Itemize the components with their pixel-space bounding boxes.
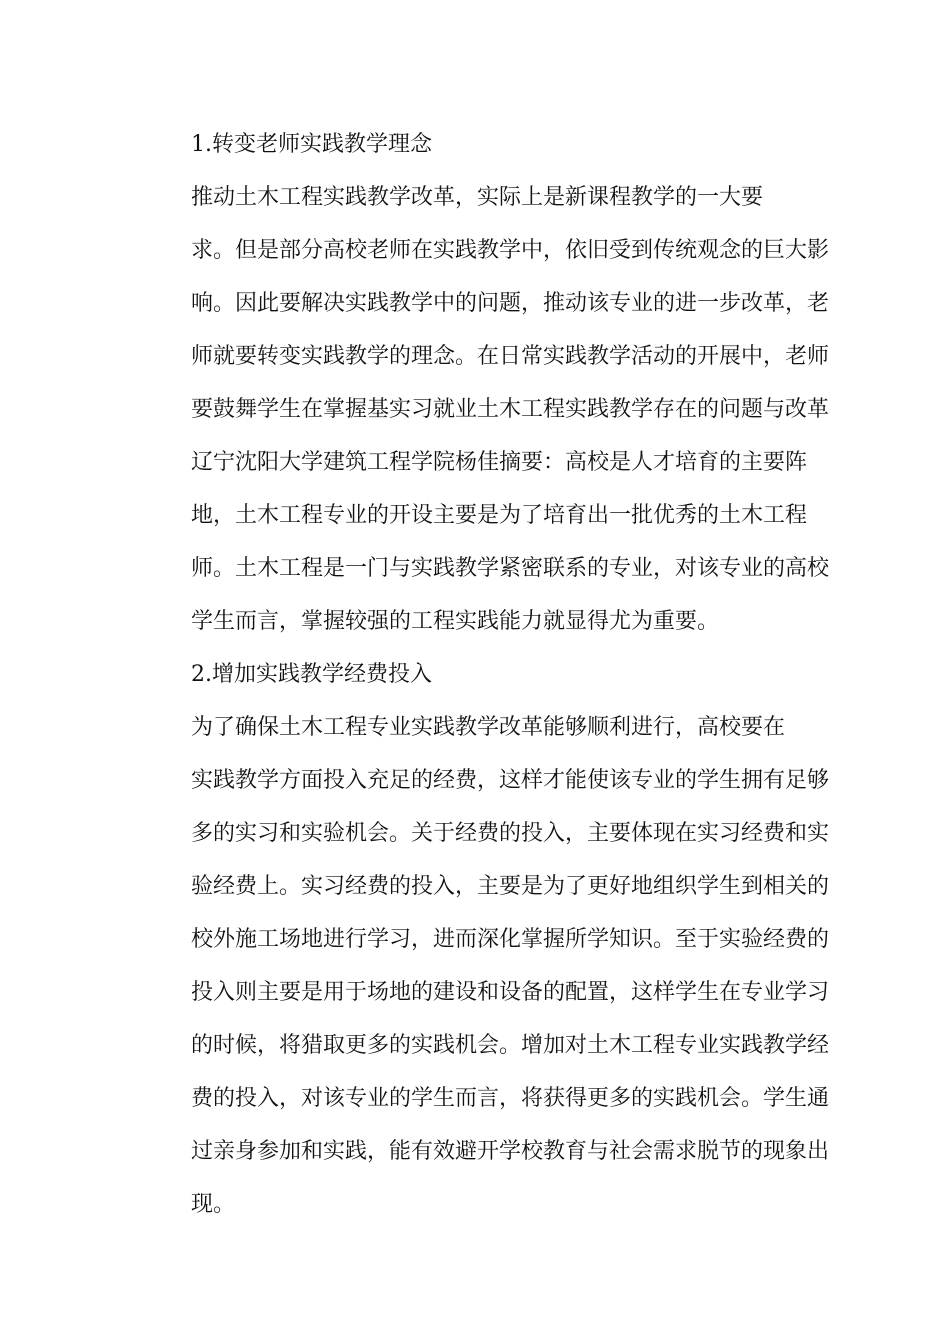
text-line: 学生而言，掌握较强的工程实践能力就显得尤为重要。 (191, 609, 720, 634)
text-line: 过亲身参加和实践，能有效避开学校教育与社会需求脱节的现象出 (191, 1139, 830, 1164)
section-heading: 1.转变老师实践教学理念 (191, 132, 432, 157)
text-line: 实践教学方面投入充足的经费，这样才能使该专业的学生拥有足够 (191, 768, 830, 793)
paragraph (147, 171, 830, 648)
text-line: 地，土木工程专业的开设主要是为了培育出一批优秀的土木工程 (191, 503, 808, 528)
text-line: 校外施工场地进行学习，进而深化掌握所学知识。至于实验经费的 (191, 927, 830, 952)
text-line: 要鼓舞学生在掌握基实习就业土木工程实践教学存在的问题与改革 (191, 397, 830, 422)
text-line: 推动土木工程实践教学改革，实际上是新课程教学的一大要 (191, 185, 764, 210)
text-line: 验经费上。实习经费的投入，主要是为了更好地组织学生到相关的 (191, 874, 830, 899)
document-body (147, 118, 830, 1231)
paragraph (147, 701, 830, 1231)
text-line: 师就要转变实践教学的理念。在日常实践教学活动的开展中，老师 (191, 344, 830, 369)
text-line: 投入则主要是用于场地的建设和设备的配置，这样学生在专业学习 (191, 980, 830, 1005)
text-line: 辽宁沈阳大学建筑工程学院杨佳摘要：高校是人才培育的主要阵 (191, 450, 808, 475)
text-line: 为了确保土木工程专业实践教学改革能够顺利进行，高校要在 (191, 715, 786, 740)
text-line: 的时候，将猎取更多的实践机会。增加对土木工程专业实践教学经 (191, 1033, 830, 1058)
text-line: 费的投入，对该专业的学生而言，将获得更多的实践机会。学生通 (191, 1086, 830, 1111)
text-line: 多的实习和实验机会。关于经费的投入，主要体现在实习经费和实 (191, 821, 830, 846)
text-line: 现。 (191, 1192, 236, 1217)
text-line: 求。但是部分高校老师在实践教学中，依旧受到传统观念的巨大影 (191, 238, 830, 263)
section-heading: 2.增加实践教学经费投入 (191, 662, 432, 687)
text-line: 响。因此要解决实践教学中的问题，推动该专业的进一步改革，老 (191, 291, 830, 316)
text-line: 师。土木工程是一门与实践教学紧密联系的专业，对该专业的高校 (191, 556, 830, 581)
